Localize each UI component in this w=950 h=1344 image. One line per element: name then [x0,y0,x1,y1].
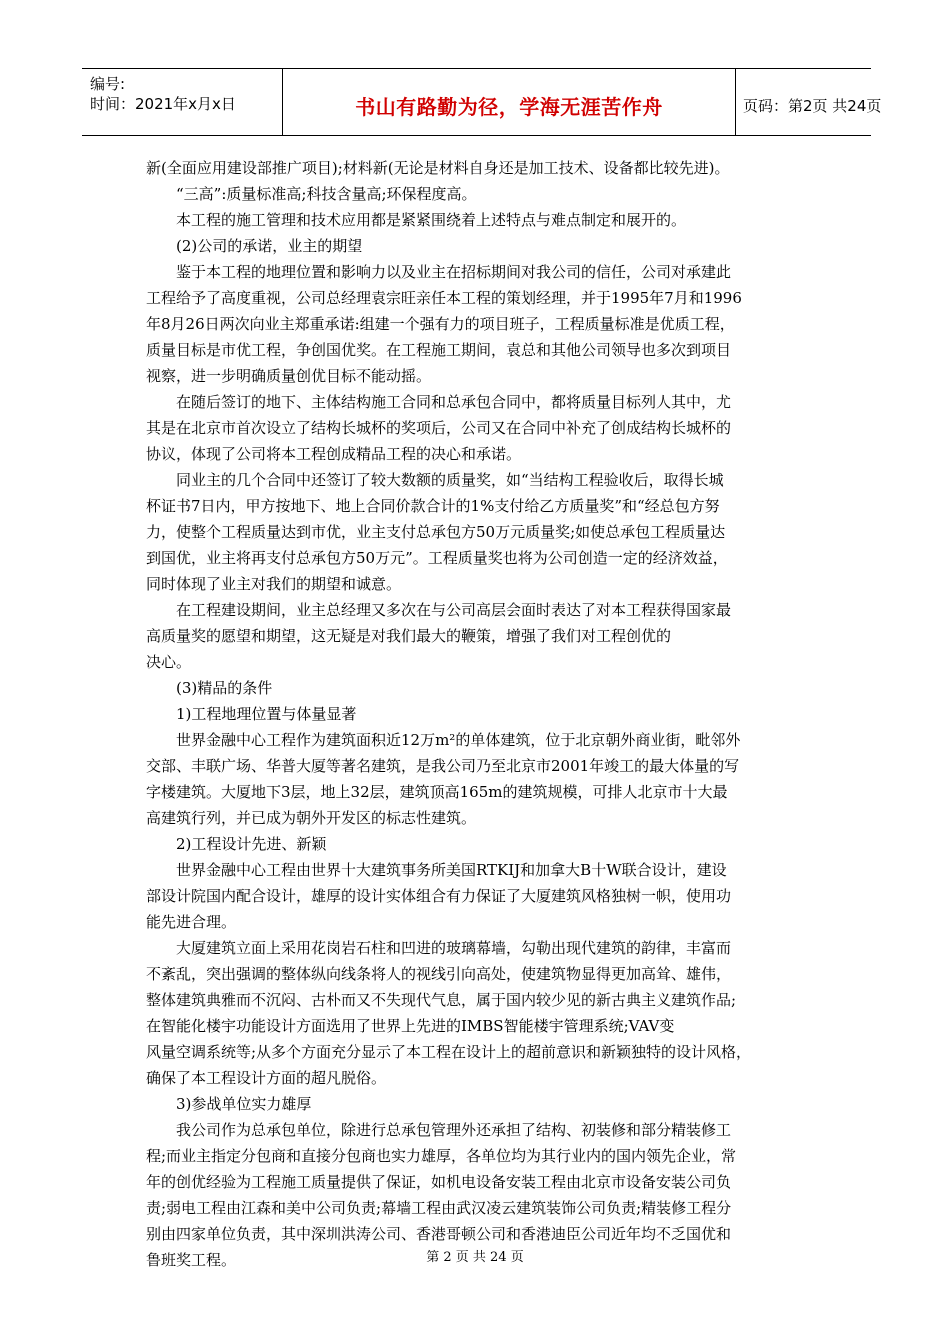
page-footer: 第 2 页 共 24 页 [426,1250,524,1265]
body-line: 风量空调系统等;从多个方面充分显示了本工程在设计上的超前意识和新颖独特的设计风格， [146,1043,752,1061]
header-motto: 书山有路勤为径，学海无涯苦作舟 [355,95,663,119]
body-line: 到国优，业主将再支付总承包方50万元”。工程质量奖也将为公司创造一定的经济效益， [146,549,728,567]
code-label: 编号: [90,75,126,93]
header-page-info: 页码：第2页 共24页 [743,97,882,115]
header-right-cell [735,69,882,135]
section-heading: (2)公司的承诺，业主的期望 [176,237,363,255]
body-line: 鲁班奖工程。 [146,1251,237,1269]
body-line: 世界金融中心工程由世界十大建筑事务所美国RTKIJ和加拿大B十W联合设计，建设 [176,861,727,879]
time-label: 时间：2021年x月x日 [90,95,236,113]
body-line: 字楼建筑。大厦地下3层，地上32层，建筑顶高165m的建筑规模，可排人北京市十大最 [146,783,728,801]
body-line: “三高”:质量标准高;科技含量高;环保程度高。 [176,185,477,203]
body-line: 整体建筑典雅而不沉闷、古朴而又不失现代气息，属于国内较少见的新古典主义建筑作品; [146,991,737,1009]
body-line: 在工程建设期间，业主总经理又多次在与公司高层会面时表达了对本工程获得国家最 [176,601,732,619]
body-line: 责;弱电工程由江森和美中公司负责;幕墙工程由武汉凌云建筑装饰公司负责;精装修工程分 [146,1199,732,1217]
body-line: 协议，体现了公司将本工程创成精品工程的决心和承诺。 [146,445,522,463]
body-line: 部设计院国内配合设计，雄厚的设计实体组合有力保证了大厦建筑风格独树一帜，使用功 [146,887,732,905]
body-line: 其是在北京市首次设立了结构长城杯的奖项后，公司又在合同中补充了创成结构长城杯的 [146,419,732,437]
body-line: 力，使整个工程质量达到市优，业主支付总承包方50万元质量奖;如使总承包工程质量达 [146,523,726,541]
body-line: 年的创优经验为工程施工质量提供了保证，如机电设备安装工程由北京市设备安装公司负 [146,1173,732,1191]
subsection-heading: 1)工程地理位置与体量显著 [176,705,357,723]
body-line: 同业主的几个合同中还签订了较大数额的质量奖，如“当结构工程验收后，取得长城 [176,471,724,489]
section-heading: (3)精品的条件 [176,679,273,697]
body-line: 确保了本工程设计方面的超凡脱俗。 [146,1069,387,1087]
header-middle-cell [282,69,736,135]
body-line: 同时体现了业主对我们的期望和诚意。 [146,575,402,593]
page-header [82,68,882,136]
body-line: 我公司作为总承包单位，除进行总承包管理外还承担了结构、初装修和部分精装修工 [176,1121,732,1139]
body-line: 在随后签订的地下、主体结构施工合同和总承包合同中，都将质量目标列人其中，尤 [176,393,732,411]
body-line: 高建筑行列，并已成为朝外开发区的标志性建筑。 [146,809,477,827]
body-line: 鉴于本工程的地理位置和影响力以及业主在招标期间对我公司的信任，公司对承建此 [176,263,732,281]
body-line: 程;而业主指定分包商和直接分包商也实力雄厚，各单位均为其行业内的国内领先企业，常 [146,1147,737,1165]
body-line: 视察，进一步明确质量创优目标不能动摇。 [146,367,432,385]
body-line: 年8月26日两次向业主郑重承诺:组建一个强有力的项目班子，工程质量标准是优质工程， [146,315,735,333]
body-line: 本工程的施工管理和技术应用都是紧紧围绕着上述特点与难点制定和展开的。 [176,211,687,229]
body-line: 工程给予了高度重视，公司总经理袁宗旺亲任本工程的策划经理，并于1995年7月和1996 [146,289,742,307]
body-line: 决心。 [146,653,192,671]
subsection-heading: 2)工程设计先进、新颖 [176,835,327,853]
body-line: 能先进合理。 [146,913,237,931]
body-line: 质量目标是市优工程，争创国优奖。在工程施工期间，袁总和其他公司领导也多次到项目 [146,341,732,359]
body-line: 杯证书7日内，甲方按地下、地上合同价款合计的1%支付给乙方质量奖”和“经总包方努 [146,497,720,515]
body-line: 别由四家单位负责，其中深圳洪涛公司、香港哥顿公司和香港迪臣公司近年均不乏国优和 [146,1225,732,1243]
body-line: 新(全面应用建设部推广项目);材料新(无论是材料自身还是加工技术、设备都比较先进)。 [146,159,730,177]
body-line: 高质量奖的愿望和期望，这无疑是对我们最大的鞭策，增强了我们对工程创优的 [146,627,672,645]
body-line: 不紊乱，突出强调的整体纵向线条将人的视线引向高处，使建筑物显得更加高耸、雄伟， [146,965,732,983]
subsection-heading: 3)参战单位实力雄厚 [176,1095,312,1113]
body-line: 交部、丰联广场、华普大厦等著名建筑，是我公司乃至北京市2001年竣工的最大体量的写 [146,757,740,775]
body-text [146,155,826,1273]
body-line: 大厦建筑立面上采用花岗岩石柱和凹进的玻璃幕墙，勾勒出现代建筑的韵律，丰富而 [176,939,732,957]
header-left-cell [82,69,282,135]
body-line: 世界金融中心工程作为建筑面积近12万m²的单体建筑，位于北京朝外商业街，毗邻外 [176,731,741,749]
body-line: 在智能化楼宇功能设计方面选用了世界上先进的IMBS智能楼宇管理系统;VAV变 [146,1017,675,1035]
